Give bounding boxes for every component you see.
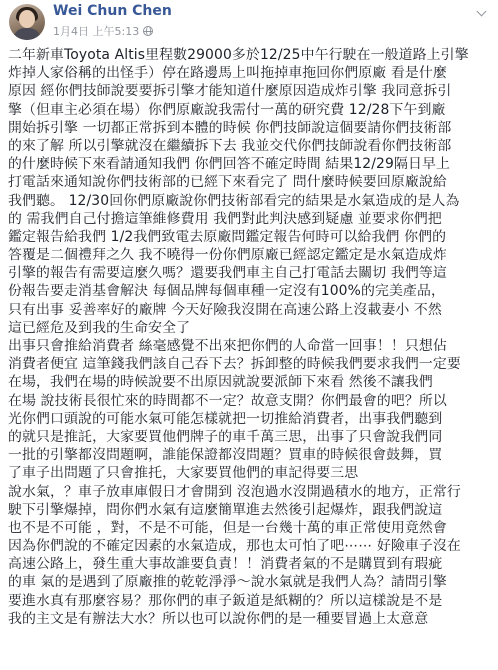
post-text-line: 高速公路上，發生重大事故誰要負責！！消費者氣的不是購買到有瑕疵 <box>8 556 443 573</box>
post-text-line: 原因 經你們技師說要要拆引擎才能知道什麼原因造成炸引擎 我同意拆引 <box>8 83 452 100</box>
post-text-line: 開始拆引擎 一切都正常拆到本體的時候 你們技師說這個要請你們技術部 <box>8 119 452 136</box>
post-text-line: 的什麼時候下來看請通知我們 你們回答不確定時間 結果12/29隔日早上 <box>8 156 451 173</box>
post-text-line: 的車 氣的是遇到了原廠推的乾乾淨淨～說水氣就是我們人為？請問引擎 <box>8 574 447 591</box>
post-header <box>0 0 498 44</box>
post-text-line: 消費者便宜 這筆錢我們該自己吞下去？拆卸整的時候我們要求我們一定要 <box>8 356 461 373</box>
post-text-line: 答覆是二個禮拜之久 我不曉得一份你們原廠已經認定鑑定是水氣造成炸 <box>8 247 447 264</box>
post-text-line: 二年新車Toyota Altis里程數29000多於12/25中午行駛在一般道路上引擎 <box>8 47 469 63</box>
post-text-line: 我的主文是有辦法大水？所以也可以說你們的是一種要冒過上太意意 <box>8 610 429 627</box>
post-text-line: 鑑定報告給我們 1/2我們致電去原廠問鑑定報告何時可以給我們 你們的 <box>8 228 447 245</box>
post-text-line: 說水氣，？車子放車庫假日才會開到 沒泡過水沒開過積水的地方，正常行 <box>8 483 461 500</box>
post-text-line: 只有出事 妥善率好的廠牌 今天好險我沒開在高速公路上沒載妻小 不然 <box>8 301 442 318</box>
post-text-line: 的 需我們自己付擔這筆維修費用 我們對此判決感到疑慮 並要求你們把 <box>8 210 442 227</box>
post-text-line: 要進水真有那麼容易？那你們的車子鈑道是紙糊的？所以這樣說是不是 <box>8 592 443 609</box>
post-text-line: 也不是不可能 ，對，不是不可能，但是一台幾十萬的車正常使用竟然會 <box>8 519 447 536</box>
post-text-line: 駛下引擎爆掉，問你們水氣有這麼簡單進去然後引起爆炸，跟我們說這 <box>8 501 443 518</box>
chevron-down-icon[interactable] <box>476 8 488 20</box>
post-meta <box>53 23 153 39</box>
post-text-line: 的來了解 所以引擎就沒在繼續拆下去 我並交代你們技師說看你們技術部 <box>8 137 452 154</box>
post-text-line: 在場，我們在場的時候說要不出原因就說要派師下來看 然後不讓我們 <box>8 374 433 391</box>
author-name[interactable]: Wei Chun Chen <box>53 3 172 19</box>
post-text-line: 引擎的報告有需要這麼久嗎？還要我們車主自己打電話去關切 我們等這 <box>8 265 447 282</box>
post-text-line: 我們聽。 12/30回你們原廠說你們技術部看完的結果是水氣造成的是人為 <box>8 192 460 209</box>
post-text-line: 的就只是推託，大家要買他們牌子的車千萬三思，出事了只會說我們同 <box>8 428 443 445</box>
post-text-line: 這已經危及到我的生命安全了 <box>8 319 191 336</box>
post-text-line: 打電話來通知說你們技術部的已經下來看完了 問什麼時候要回原廠說給 <box>8 174 447 191</box>
post-text-line: 炸掉人家俗稱的出怪手）停在路邊馬上叫拖掉車拖回你們原廠 看是什麼 <box>8 65 447 82</box>
post-text-line: 光你們口頭說的可能水氣可能怎樣就把一切推給消費者，出事我們聽到 <box>8 410 443 427</box>
post-timestamp[interactable]: 1月4日 上午5:13 <box>53 25 140 38</box>
post-text-line: 一批的引擎都沒問題啊，誰能保證都沒問題？買車的時候很會鼓舞，買 <box>8 447 443 464</box>
avatar[interactable] <box>9 4 45 40</box>
post-text-line: 出事只會推給消費者 絲毫感覺不出來把你們的人命當一回事！！只想佔 <box>8 338 447 354</box>
post-text-line: 在場 說技術長很忙來的時間都不一定？故意支開？你們最會的吧？所以 <box>8 392 447 409</box>
globe-icon <box>143 26 153 36</box>
post-text-line: 因為你們說的不確定因素的水氣造成，那也太可怕了吧⋯⋯ 好險車子沒在 <box>8 538 461 555</box>
post-text-line: 擎（但車主必須在場）你們原廠說我需付一萬的研究費 12/28下午到廠 <box>8 101 446 118</box>
post-text-line: 份報告要走消基會解決 每個品牌每個車種一定沒有100%的完美產品， <box>8 283 446 300</box>
post-text-line: 了車子出問題了只會推托，大家要買他們的車記得要三思 <box>8 465 359 482</box>
post-body <box>8 46 494 628</box>
